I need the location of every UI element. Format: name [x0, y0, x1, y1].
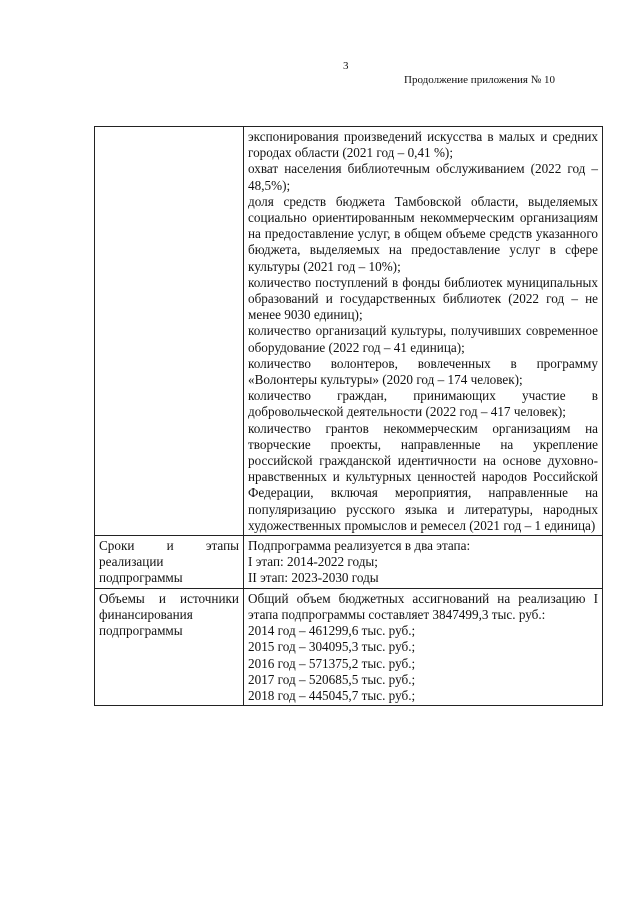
- page-number: 3: [343, 60, 349, 72]
- funding-year-line: 2017 год – 520685,5 тыс. руб.;: [248, 671, 416, 687]
- subprogram-passport-table: [94, 126, 603, 706]
- funding-label-cell: [95, 588, 244, 705]
- indicator-paragraph: количество граждан, принимающих участие в добровольческой деятельности (2022 год – 417 человек);: [248, 388, 598, 420]
- terms-value-cell: [244, 536, 603, 589]
- terms-line: I этап: 2014-2022 годы;: [248, 554, 378, 570]
- terms-line: II этап: 2023-2030 годы: [248, 570, 379, 586]
- appendix-continuation-note: Продолжение приложения № 10: [404, 74, 555, 86]
- terms-line: Подпрограмма реализуется в два этапа:: [248, 538, 471, 554]
- funding-intro: Общий объем бюджетных ассигнований на реализацию I этапа подпрограммы составляет 3847499,3 тыс. руб.:: [248, 590, 598, 622]
- indicators-value-cell: [244, 127, 603, 536]
- indicator-paragraph: доля средств бюджета Тамбовской области, выделяемых социально ориентированным некоммерческим организациям на предоставление услуг, в общем объеме средств указанного бюджета, выделяемых на предоставление услуг в сфере культуры (2021 год – 10%);: [248, 193, 598, 274]
- indicator-paragraph: количество волонтеров, вовлеченных в программу «Волонтеры культуры» (2020 год – 174 человек);: [248, 355, 598, 388]
- indicator-paragraph: количество организаций культуры, получивших современное оборудование (2022 год – 41 единица);: [248, 323, 598, 355]
- terms-label: Сроки и этапы реализации подпрограммы: [99, 538, 239, 586]
- funding-year-line: 2015 год – 304095,3 тыс. руб.;: [248, 639, 416, 655]
- table-row-terms: [95, 536, 603, 589]
- funding-year-line: 2014 год – 461299,6 тыс. руб.;: [248, 623, 416, 639]
- table-row-funding: [95, 588, 603, 705]
- funding-value-cell: [244, 588, 603, 705]
- funding-label: Объемы и источники финансирования подпрограммы: [99, 590, 239, 639]
- terms-label-cell: [95, 536, 244, 589]
- indicator-paragraph: количество поступлений в фонды библиотек муниципальных образований и государственных библиотек (2022 год – не менее 9030 единиц);: [248, 274, 598, 323]
- indicator-paragraph: охват населения библиотечным обслуживанием (2022 год – 48,5%);: [248, 161, 598, 193]
- indicator-paragraph: количество грантов некоммерческим организациям на творческие проекты, направленные на укрепление российской гражданской идентичности на основе духовно-нравственных и культурных ценностей народов Российской Федерации, включая мероприятия, направленные на популяризацию русского языка и литературы, народных художественных промыслов и ремесел (2021 год – 1 единица): [248, 420, 598, 533]
- funding-year-line: 2018 год – 445045,7 тыс. руб.;: [248, 687, 416, 703]
- indicator-paragraph: экспонирования произведений искусства в малых и средних городах области (2021 год – 0,41 %);: [248, 129, 598, 161]
- funding-year-line: 2016 год – 571375,2 тыс. руб.;: [248, 655, 416, 671]
- table-row-indicators: [95, 127, 603, 536]
- indicators-label-cell: [95, 127, 244, 536]
